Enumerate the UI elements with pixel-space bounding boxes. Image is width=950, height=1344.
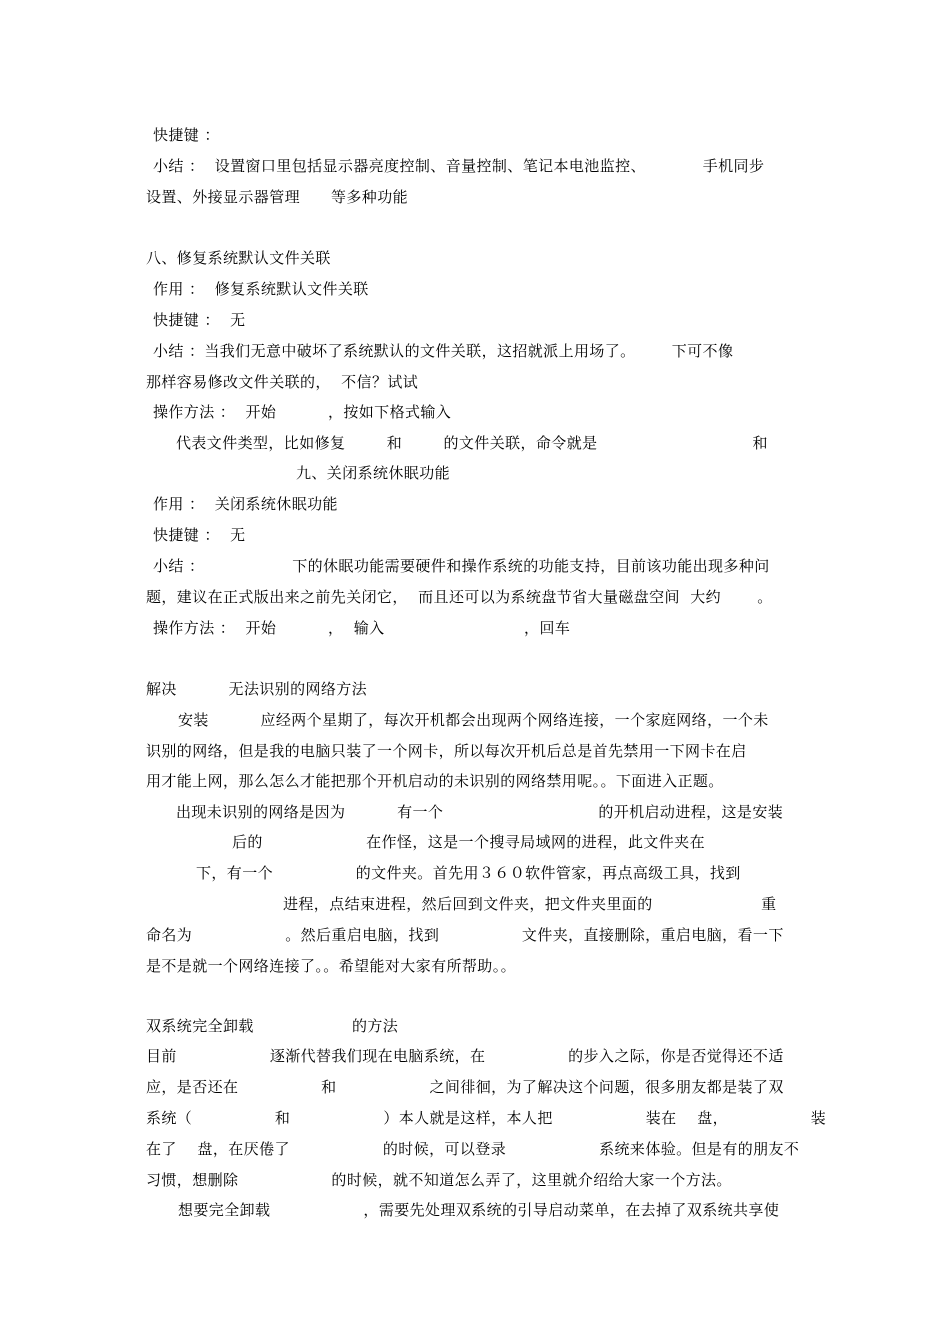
text-line: 小结 ：当我们无意中破坏了系统默认的文件关联，这招就派上用场了。 下可不像 — [153, 342, 734, 360]
text-line: 后的 在作怪，这是一个搜寻局域网的进程，此文件夹在 — [232, 833, 705, 851]
text-line: 小结 ： 下的休眠功能需要硬件和操作系统的功能支持，目前该功能出现多种问 — [153, 557, 770, 575]
text-line: 题，建议在正式版出来之前先关闭它， 而且还可以为系统盘节省大量磁盘空间 大约 。 — [146, 588, 773, 606]
section-heading: 解决 无法识别的网络方法 — [146, 680, 368, 698]
text-line: 快捷键 ： 无 — [153, 311, 246, 329]
text-line: 小结 ： 设置窗口里包括显示器亮度控制、音量控制、笔记本电池监控、 手机同步 — [153, 157, 765, 175]
text-line: 安装 应经两个星期了，每次开机都会出现两个网络连接，一个家庭网络，一个未 — [178, 711, 769, 729]
text-line: 操作方法 ： 开始 ， 输入 ，回车 — [153, 619, 571, 637]
text-line: 设置、外接显示器管理 等多种功能 — [146, 188, 409, 206]
section-heading: 八、修复系统默认文件关联 — [146, 249, 331, 267]
section-heading: 双系统完全卸载 的方法 — [146, 1017, 399, 1035]
text-line: 快捷键 ： — [153, 126, 220, 144]
text-line: 目前 逐渐代替我们现在电脑系统，在 的步入之际，你是否觉得还不适 — [146, 1047, 784, 1065]
text-line: 是不是就一个网络连接了。。希望能对大家有所帮助。。 — [146, 957, 517, 975]
text-line: 在了 盘，在厌倦了 的时候，可以登录 系统来体验。但是有的朋友不 — [146, 1140, 800, 1158]
text-line: 作用 ： 修复系统默认文件关联 — [153, 280, 369, 298]
text-line: 习惯，想删除 的时候，就不知道怎么弄了，这里就介绍给大家一个方法。 — [146, 1171, 732, 1189]
text-line: 命名为 。然后重启电脑，找到 文件夹，直接删除，重启电脑，看一下 — [146, 926, 784, 944]
text-line: 操作方法 ： 开始 ，按如下格式输入 — [153, 403, 452, 421]
text-line: 代表文件类型，比如修复 和 的文件关联，命令就是 和 — [176, 434, 768, 452]
text-line: 作用 ： 关闭系统休眠功能 — [153, 495, 338, 513]
text-line: 系统（ 和 ）本人就是这样，本人把 装在 盘， 装 — [146, 1109, 827, 1127]
section-heading: 九、关闭系统休眠功能 — [296, 464, 451, 482]
text-line: 快捷键 ： 无 — [153, 526, 246, 544]
text-line: 应，是否还在 和 之间徘徊，为了解决这个问题，很多朋友都是装了双 — [146, 1078, 784, 1096]
text-line: 出现未识别的网络是因为 有一个 的开机启动进程，这是安装 — [176, 803, 784, 821]
text-line: 想要完全卸载 ，需要先处理双系统的引导启动菜单，在去掉了双系统共享使 — [178, 1201, 780, 1219]
text-line: 用才能上网，那么怎么才能把那个开机启动的未识别的网络禁用呢。。下面进入正题。 — [146, 772, 724, 790]
text-line: 那样容易修改文件关联的， 不信？试试 — [146, 373, 419, 391]
text-line: 识别的网络，但是我的电脑只装了一个网卡，所以每次开机后总是首先禁用一下网卡在启 — [146, 742, 747, 760]
text-line: 进程，点结束进程，然后回到文件夹，把文件夹里面的 重 — [283, 895, 777, 913]
text-line: 下，有一个 的文件夹。首先用３６０软件管家，再点高级工具，找到 — [196, 864, 741, 882]
